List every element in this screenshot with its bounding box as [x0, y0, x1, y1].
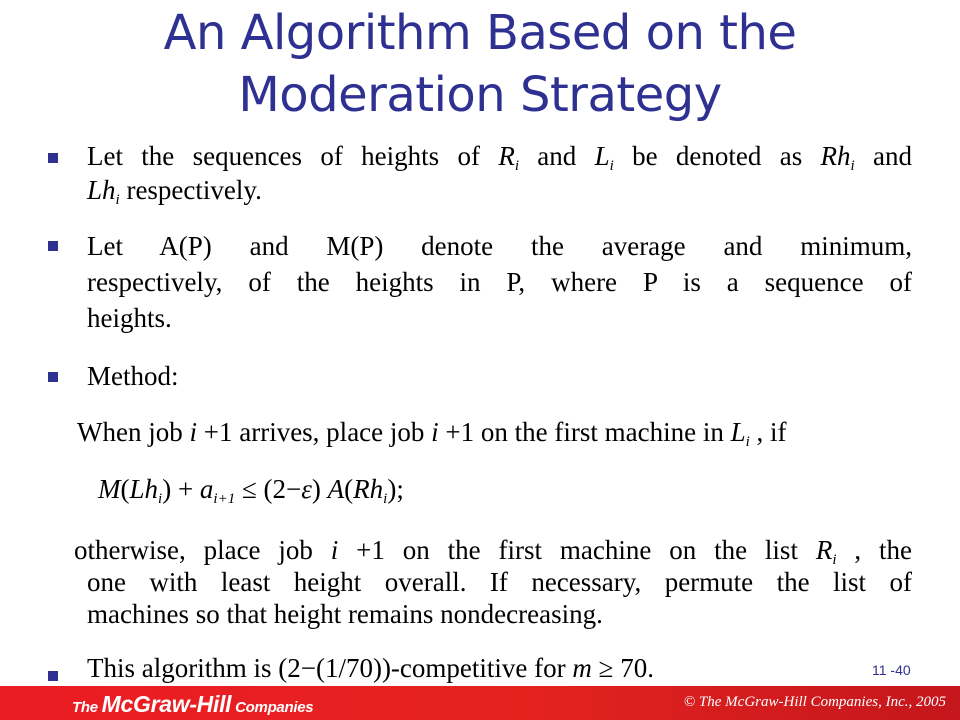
- bullet-4-line-1: This algorithm is (2−(1/70))-competitive for m ≥ 70.: [87, 653, 654, 683]
- bullet-1-line-2: $Lh_i$ respectively.: [87, 175, 262, 208]
- otherwise-line-3: machines so that height remains nondecreasing.: [87, 599, 603, 629]
- bullet-marker: [48, 241, 58, 251]
- slide-title-line-1: An Algorithm Based on the: [163, 5, 797, 61]
- mcgraw-hill-logo: The McGraw-Hill Companies: [72, 691, 314, 717]
- bullet-marker: [48, 372, 58, 382]
- page-number: 11 -40: [872, 662, 911, 678]
- slide-title-line-2: Moderation Strategy: [238, 67, 722, 123]
- otherwise-line-1: otherwise, place job i +1 on the first machine on the list $R_i$ , the: [74, 535, 912, 568]
- bullet-marker: [48, 153, 58, 163]
- bullet-2-line-3: heights.: [87, 303, 172, 333]
- footer-bar: [0, 686, 960, 720]
- bullet-3-line-1: Method:: [87, 361, 179, 391]
- copyright-text: © The McGraw-Hill Companies, Inc., 2005: [683, 694, 946, 710]
- method-line-1: When job i +1 arrives, place job i +1 on the first machine in $L_i$ , if: [77, 417, 787, 450]
- method-formula: $M(Lh_i) + a_{i+1} \le (2-\varepsilon)$ $A(Rh_i)$;: [98, 474, 404, 507]
- bullet-marker: [48, 671, 58, 681]
- otherwise-line-2: one with least height overall. If necessary, permute the list of: [87, 567, 912, 597]
- bullet-2-line-2: respectively, of the heights in P, where P is a sequence of: [87, 267, 912, 297]
- bullet-2-line-1: Let A(P) and M(P) denote the average and minimum,: [87, 231, 912, 261]
- bullet-1-line-1: Let the sequences of heights of $R_i$ and $L_i$ be denoted as $Rh_i$ and: [87, 141, 913, 174]
